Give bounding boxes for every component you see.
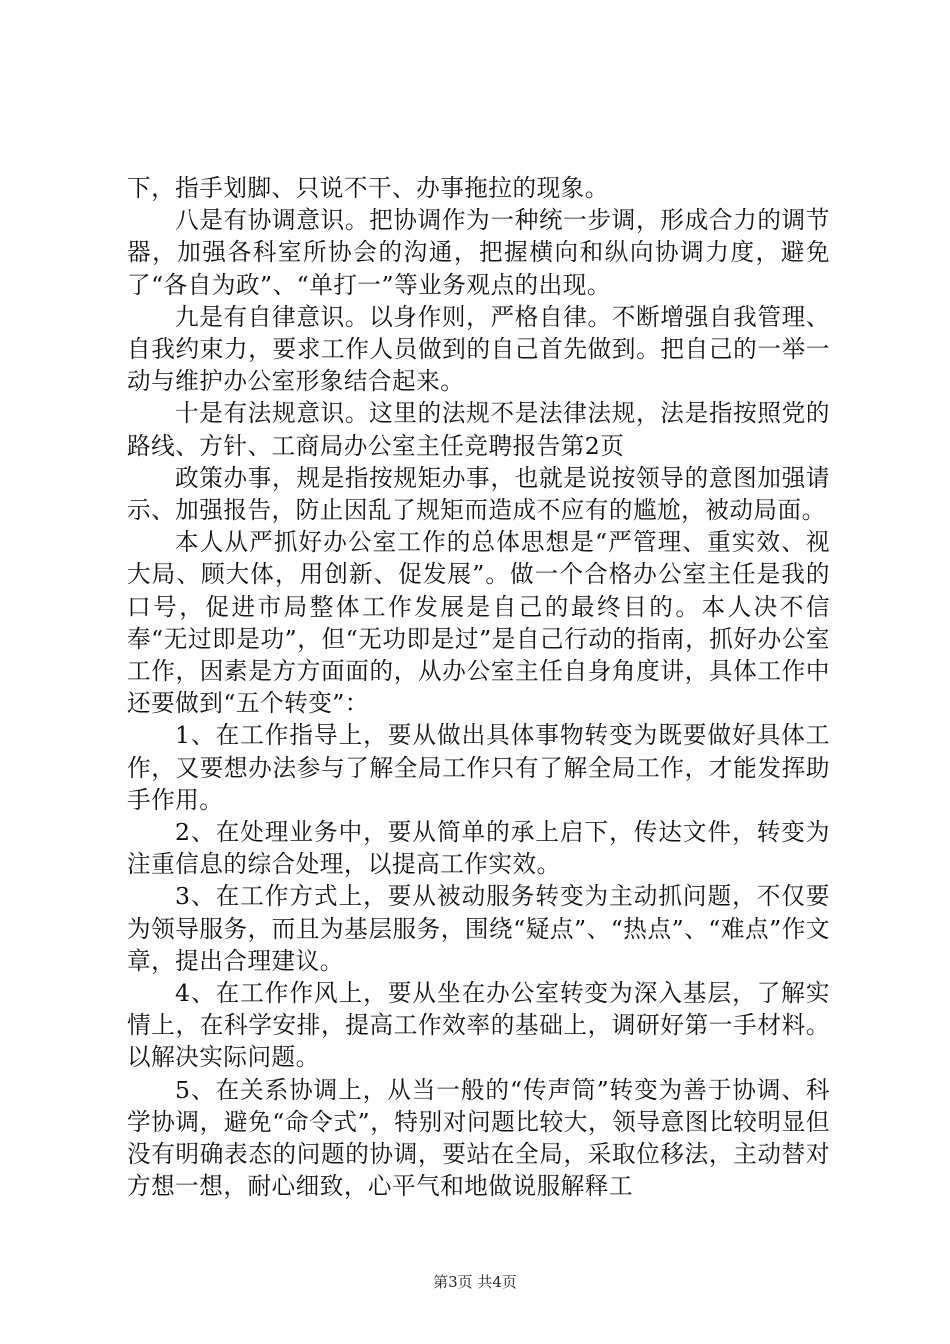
paragraph-4: 十是有法规意识。这里的法规不是法律法规，法是指按照党的路线、方针、工商局办公室主任竞聘报告第2页 <box>127 399 830 460</box>
paragraph-11: 5、在关系协调上，从当一般的“传声筒”转变为善于协调、科学协调，避免“命令式”，特别对问题比较大，领导意图比较明显但没有明确表态的问题的协调，要站在全局，采取位移法，主动替对方想一想，耐心细致，心平气和地做说服解释工 <box>127 1075 830 1201</box>
paragraph-10: 4、在工作作风上，要从坐在办公室转变为深入基层，了解实情上，在科学安排，提高工作效率的基础上，调研好第一手材料。以解决实际问题。 <box>127 979 830 1072</box>
paragraph-2: 八是有协调意识。把协调作为一种统一步调，形成合力的调节器，加强各科室所协会的沟通，把握横向和纵向协调力度，避免了“各自为政”、“单打一”等业务观点的出现。 <box>127 206 830 299</box>
paragraph-6: 本人从严抓好办公室工作的总体思想是“严管理、重实效、视大局、顾大体，用创新、促发展”。做一个合格办公室主任是我的口号，促进市局整体工作发展是自己的最终目的。本人决不信奉“无过即是功”，但“无功即是过”是自己行动的指南，抓好办公室工作，因素是方方面面的，从办公室主任自身角度讲，具体工作中还要做到“五个转变”： <box>127 528 830 718</box>
paragraph-7: 1、在工作指导上，要从做出具体事物转变为既要做好具体工作，又要想办法参与了解全局工作只有了解全局工作，才能发挥助手作用。 <box>127 721 830 814</box>
paragraph-8: 2、在处理业务中，要从简单的承上启下，传达文件，转变为注重信息的综合处理，以提高工作实效。 <box>127 818 830 879</box>
paragraph-1: 下，指手划脚、只说不干、办事拖拉的现象。 <box>127 174 609 202</box>
document-body <box>127 172 830 1203</box>
paragraph-9: 3、在工作方式上，要从被动服务转变为主动抓问题，不仅要为领导服务，而且为基层服务，围绕“疑点”、“热点”、“难点”作文章，提出合理建议。 <box>127 882 830 975</box>
paragraph-5: 政策办事，规是指按规矩办事，也就是说按领导的意图加强请示、加强报告，防止因乱了规矩而造成不应有的尴尬，被动局面。 <box>127 463 830 525</box>
page-footer: 第3页 共4页 <box>433 1273 517 1291</box>
paragraph-3: 九是有自律意识。以身作则，严格自律。不断增强自我管理、自我约束力，要求工作人员做到的自己首先做到。把自己的一举一动与维护办公室形象结合起来。 <box>127 302 830 396</box>
